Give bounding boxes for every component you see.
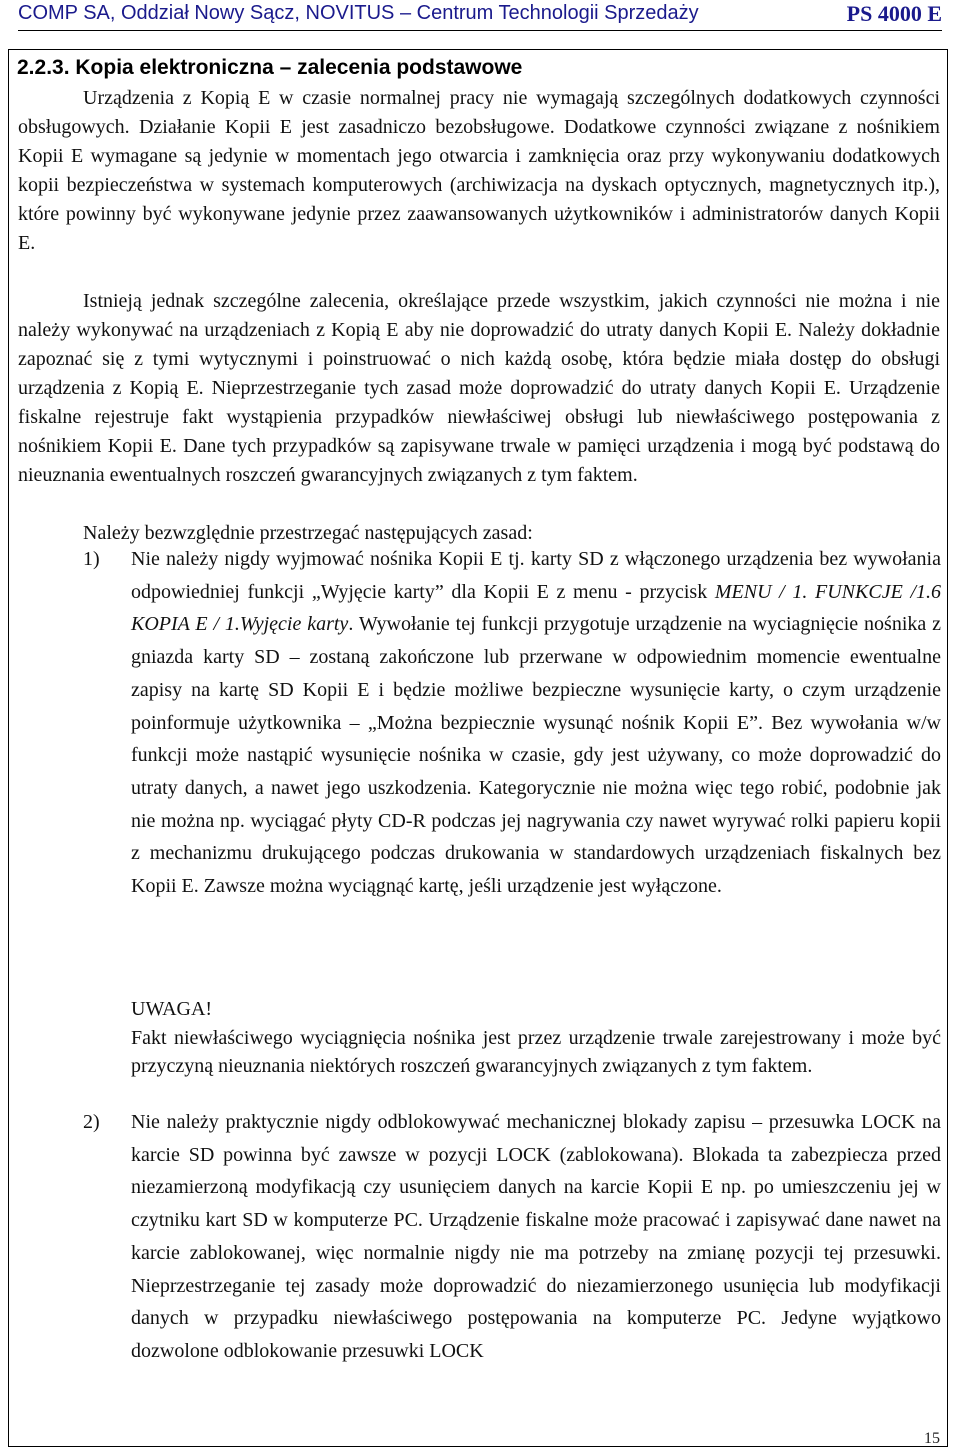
header-model: PS 4000 E: [846, 1, 942, 26]
page-header: [18, 0, 942, 31]
warning-text: Fakt niewłaściwego wyciągnięcia nośnika jest przez urządzenie trwale zarejestrowany i może być przyczyną nieuznania niektórych roszczeń gwarancyjnych związanych z tym faktem.: [131, 1027, 941, 1077]
paragraph-intro: Urządzenia z Kopią E w czasie normalnej pracy nie wymagają szczególnych dodatkowych czynności obsługowych. Działanie Kopii E jest zasadniczo bezobsługowe. Dodatkowe czynności związane z nośnikiem Kopii E wymagane są jedynie w momentach jego otwarcia i zamknięcia oraz przy wykonywaniu dodatkowych kopii bezpieczeństwa w systemach komputerowych (archiwizacja na dyskach optycznych, magnetycznych itp.), które powinny być wykonywane jedynie przez zaawansowanych użytkowników i administratorów danych Kopii E.: [18, 87, 940, 254]
list-item-2: Nie należy praktycznie nigdy odblokowywać mechanicznej blokady zapisu – przesuwka LOCK na karcie SD powinna być zawsze w pozycji LOCK (zablokowana). Blokada ta zabezpiecza przed niezamierzoną modyfikacją czy usunięciem danych na karcie Kopii E np. po umieszczeniu jej w czytniku kart SD w komputerze PC. Urządzenie fiskalne może pracować i zapisywać dane nawet na karcie zablokowanej, więc normalnie nigdy nie ma potrzeby na zmianę pozycji tej przesuwki. Nieprzestrzeganie tej zasady może doprowadzić do niezamierzonego usunięcia lub modyfikacji danych w przypadku niewłaściwego postępowania na komputerze PC. Jedyne wyjątkowo dozwolone odblokowanie przesuwki LOCK: [131, 1111, 941, 1362]
list-number-1: 1): [83, 548, 100, 570]
header-company: COMP SA, Oddział Nowy Sącz, NOVITUS – Centrum Technologii Sprzedaży: [18, 2, 699, 24]
section-title: 2.2.3. Kopia elektroniczna – zalecenia podstawowe: [17, 56, 523, 79]
page-number: 15: [924, 1430, 940, 1447]
list-item-1-text-a: Nie należy nigdy wyjmować nośnika Kopii E tj. karty SD z włączonego urządzenia bez wywołania odpowiedniej funkcji „Wyjęcie karty” dla Kopii E z menu - przycisk: [131, 548, 941, 603]
paragraph-recommendations: Istnieją jednak szczególne zalecenia, określające przede wszystkim, jakich czynności nie można i nie należy wykonywać na urządzeniach z Kopią E aby nie doprowadzić do utraty danych Kopii E. Należy dokładnie zapoznać się z tymi wytycznymi i poinstruować o nich każdą osobę, która będzie miała dostęp do obsługi urządzenia z Kopią E. Nieprzestrzeganie tych zasad może doprowadzić do utraty danych Kopii E. Urządzenie fiskalne rejestruje fakt wystąpienia przypadków niewłaściwej obsługi lub niewłaściwego postępowania z nośnikiem Kopii E. Dane tych przypadków są zapisywane trwale w pamięci urządzenia i mogą być podstawą do nieuznania ewentualnych roszczeń gwarancyjnych związanych z tym faktem.: [18, 290, 940, 486]
list-number-2: 2): [83, 1111, 100, 1133]
list-intro: Należy bezwzględnie przestrzegać następujących zasad:: [83, 522, 533, 544]
warning-label: UWAGA!: [131, 998, 213, 1020]
list-item-1-text-b: . Wywołanie tej funkcji przygotuje urządzenie na wyciagnięcie nośnika z gniazda karty SD – zostaną zakończone lub przerwane w odpowiednim momencie ewentualne zapisy na kartę SD Kopii E i będzie możliwe bezpieczne wysunięcie karty, o czym urządzenie poinformuje użytkownika – „Można bezpiecznie wysunąć nośnik Kopii E”. Bez wywołania w/w funkcji może nastąpić wysunięcie nośnika w czasie, gdy jest używany, co może doprowadzić do utraty danych, a nawet jego uszkodzenia. Kategorycznie nie można więc tego robić, podobnie jak nie można np. wyciągać płyty CD-R podczas jej nagrywania czy nawet wyrywać rolki papieru kopii z mechanizmu drukującego podczas drukowania w standardowych urządzeniach fiskalnych bez Kopii E. Zawsze można wyciągnąć kartę, jeśli urządzenie jest wyłączone.: [131, 613, 941, 898]
list-item-1: [131, 543, 941, 903]
menu-path: MENU / 1. FUNKCJE /1.6 KOPIA E / 1.Wyjęcie karty: [131, 580, 942, 636]
